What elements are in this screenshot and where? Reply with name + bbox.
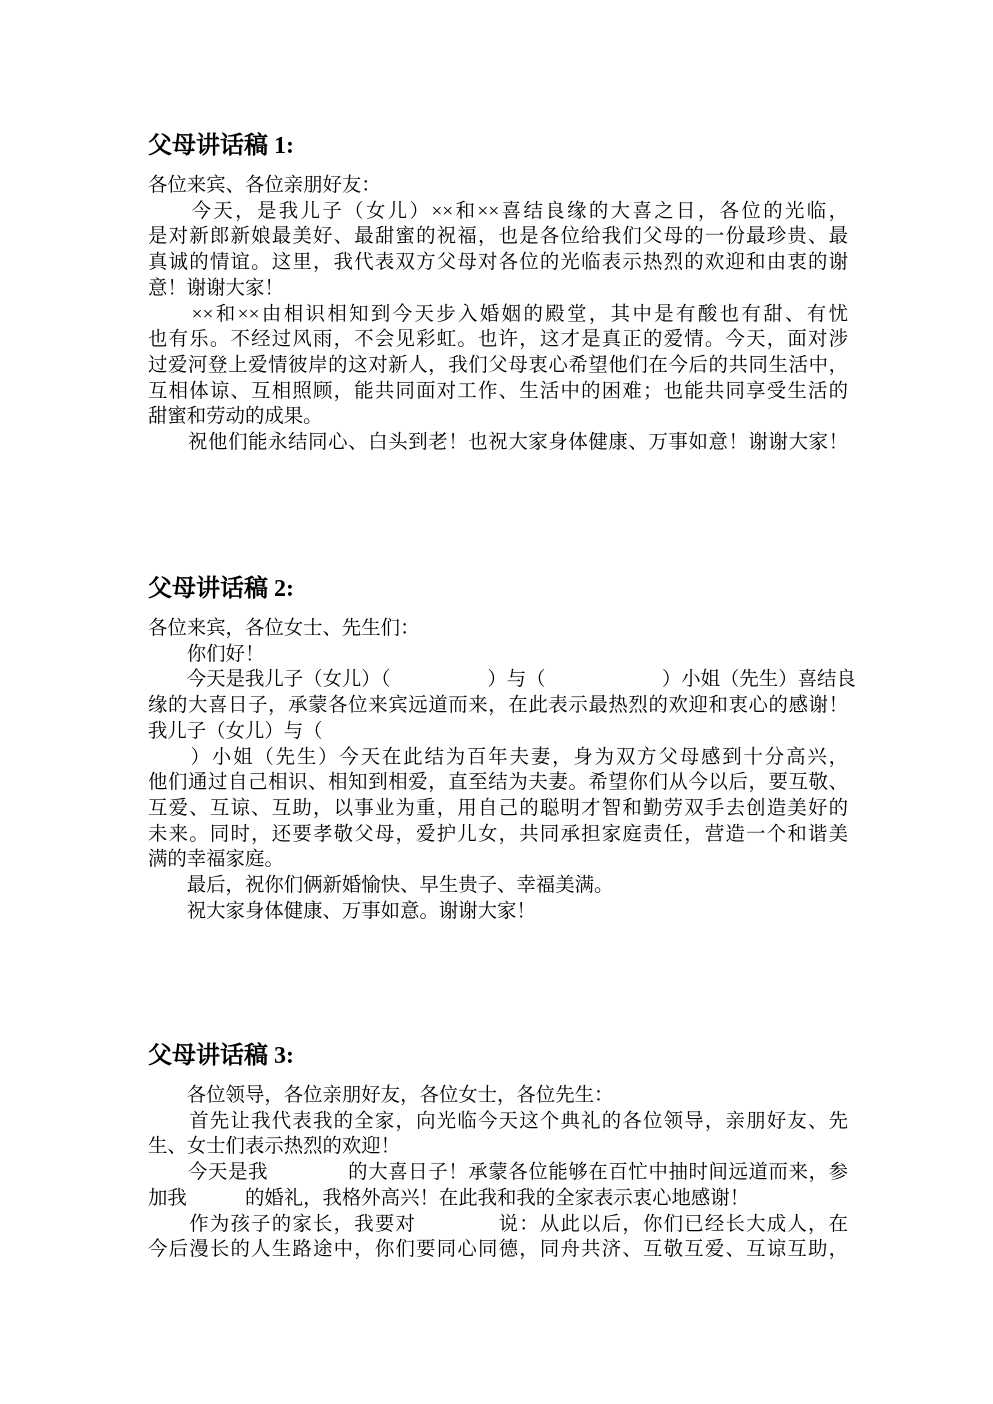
- text-line: 各位来宾、各位亲朋好友：: [148, 175, 381, 196]
- text-line: 祝他们能永结同心、白头到老！也祝大家身体健康、万事如意！谢谢大家！: [148, 432, 848, 454]
- text-line: 意！谢谢大家！: [148, 277, 284, 299]
- section-1-body: [148, 173, 848, 456]
- speech-section-3: [148, 1041, 848, 1263]
- text-line: 最后，祝你们俩新婚愉快、早生贵子、幸福美满。: [148, 875, 614, 897]
- speech-section-2: [148, 574, 856, 924]
- text-line: 各位来宾，各位女士、先生们：: [148, 618, 420, 639]
- text-line: 各位领导，各位亲朋好友，各位女士，各位先生：: [148, 1085, 614, 1106]
- text-line: 未来。同时，还要孝敬父母，爱护儿女，共同承担家庭责任，营造一个和谐美: [148, 823, 848, 845]
- section-3-heading: 父母讲话稿 3:: [148, 1043, 294, 1069]
- text-line: 今天，是我儿子（女儿）××和××喜结良缘的大喜之日，各位的光临，: [148, 200, 848, 222]
- section-3-body: [148, 1083, 848, 1263]
- text-line: 甜蜜和劳动的成果。: [148, 406, 323, 428]
- text-line: 互爱、互谅、互助，以事业为重，用自己的聪明才智和勤劳双手去创造美好的: [148, 797, 848, 819]
- section-2-heading: 父母讲话稿 2:: [148, 576, 294, 602]
- text-line: 满的幸福家庭。: [148, 849, 284, 871]
- text-line: 是对新郎新娘最美好、最甜蜜的祝福，也是各位给我们父母的一份最珍贵、最: [148, 226, 848, 248]
- text-line: 今后漫长的人生路途中，你们要同心同德，同舟共济、互敬互爱、互谅互助，: [148, 1239, 848, 1261]
- text-line: 祝大家身体健康、万事如意。谢谢大家！: [148, 900, 536, 922]
- text-line: 我儿子（女儿）与（: [148, 720, 323, 742]
- text-line: 你们好！: [148, 643, 265, 665]
- text-line: 生、女士们表示热烈的欢迎！: [148, 1136, 401, 1158]
- text-line: 真诚的情谊。这里，我代表双方父母对各位的光临表示热烈的欢迎和由衷的谢: [148, 252, 848, 274]
- text-line: 今天是我 的大喜日子！承蒙各位能够在百忙中抽时间远道而来，参: [148, 1162, 848, 1184]
- text-line: 缘的大喜日子，承蒙各位来宾远道而来，在此表示最热烈的欢迎和衷心的感谢！: [148, 695, 848, 717]
- text-line: 过爱河登上爱情彼岸的这对新人，我们父母衷心希望他们在今后的共同生活中，: [148, 354, 848, 376]
- section-2-body: [148, 616, 856, 924]
- text-line: 他们通过自己相识、相知到相爱，直至结为夫妻。希望你们从今以后，要互敬、: [148, 772, 848, 794]
- text-line: 加我 的婚礼，我格外高兴！在此我和我的全家表示衷心地感谢！: [148, 1187, 750, 1209]
- text-line: 今天是我儿子（女儿）（ ）与（ ）小姐（先生）喜结良: [148, 669, 856, 691]
- text-line: ）小姐（先生）今天在此结为百年夫妻，身为双方父母感到十分高兴，: [148, 746, 848, 768]
- section-1-heading: 父母讲话稿 1:: [148, 133, 294, 159]
- speech-section-1: [148, 131, 848, 456]
- text-line: 互相体谅、互相照顾，能共同面对工作、生活中的困难；也能共同享受生活的: [148, 380, 848, 402]
- text-line: 作为孩子的家长，我要对 说：从此以后，你们已经长大成人，在: [148, 1213, 848, 1235]
- text-line: ××和××由相识相知到今天步入婚姻的殿堂，其中是有酸也有甜、有忧: [148, 303, 848, 325]
- text-line: 也有乐。不经过风雨，不会见彩虹。也许，这才是真正的爱情。今天，面对涉: [148, 329, 848, 351]
- text-line: 首先让我代表我的全家，向光临今天这个典礼的各位领导，亲朋好友、先: [148, 1110, 848, 1132]
